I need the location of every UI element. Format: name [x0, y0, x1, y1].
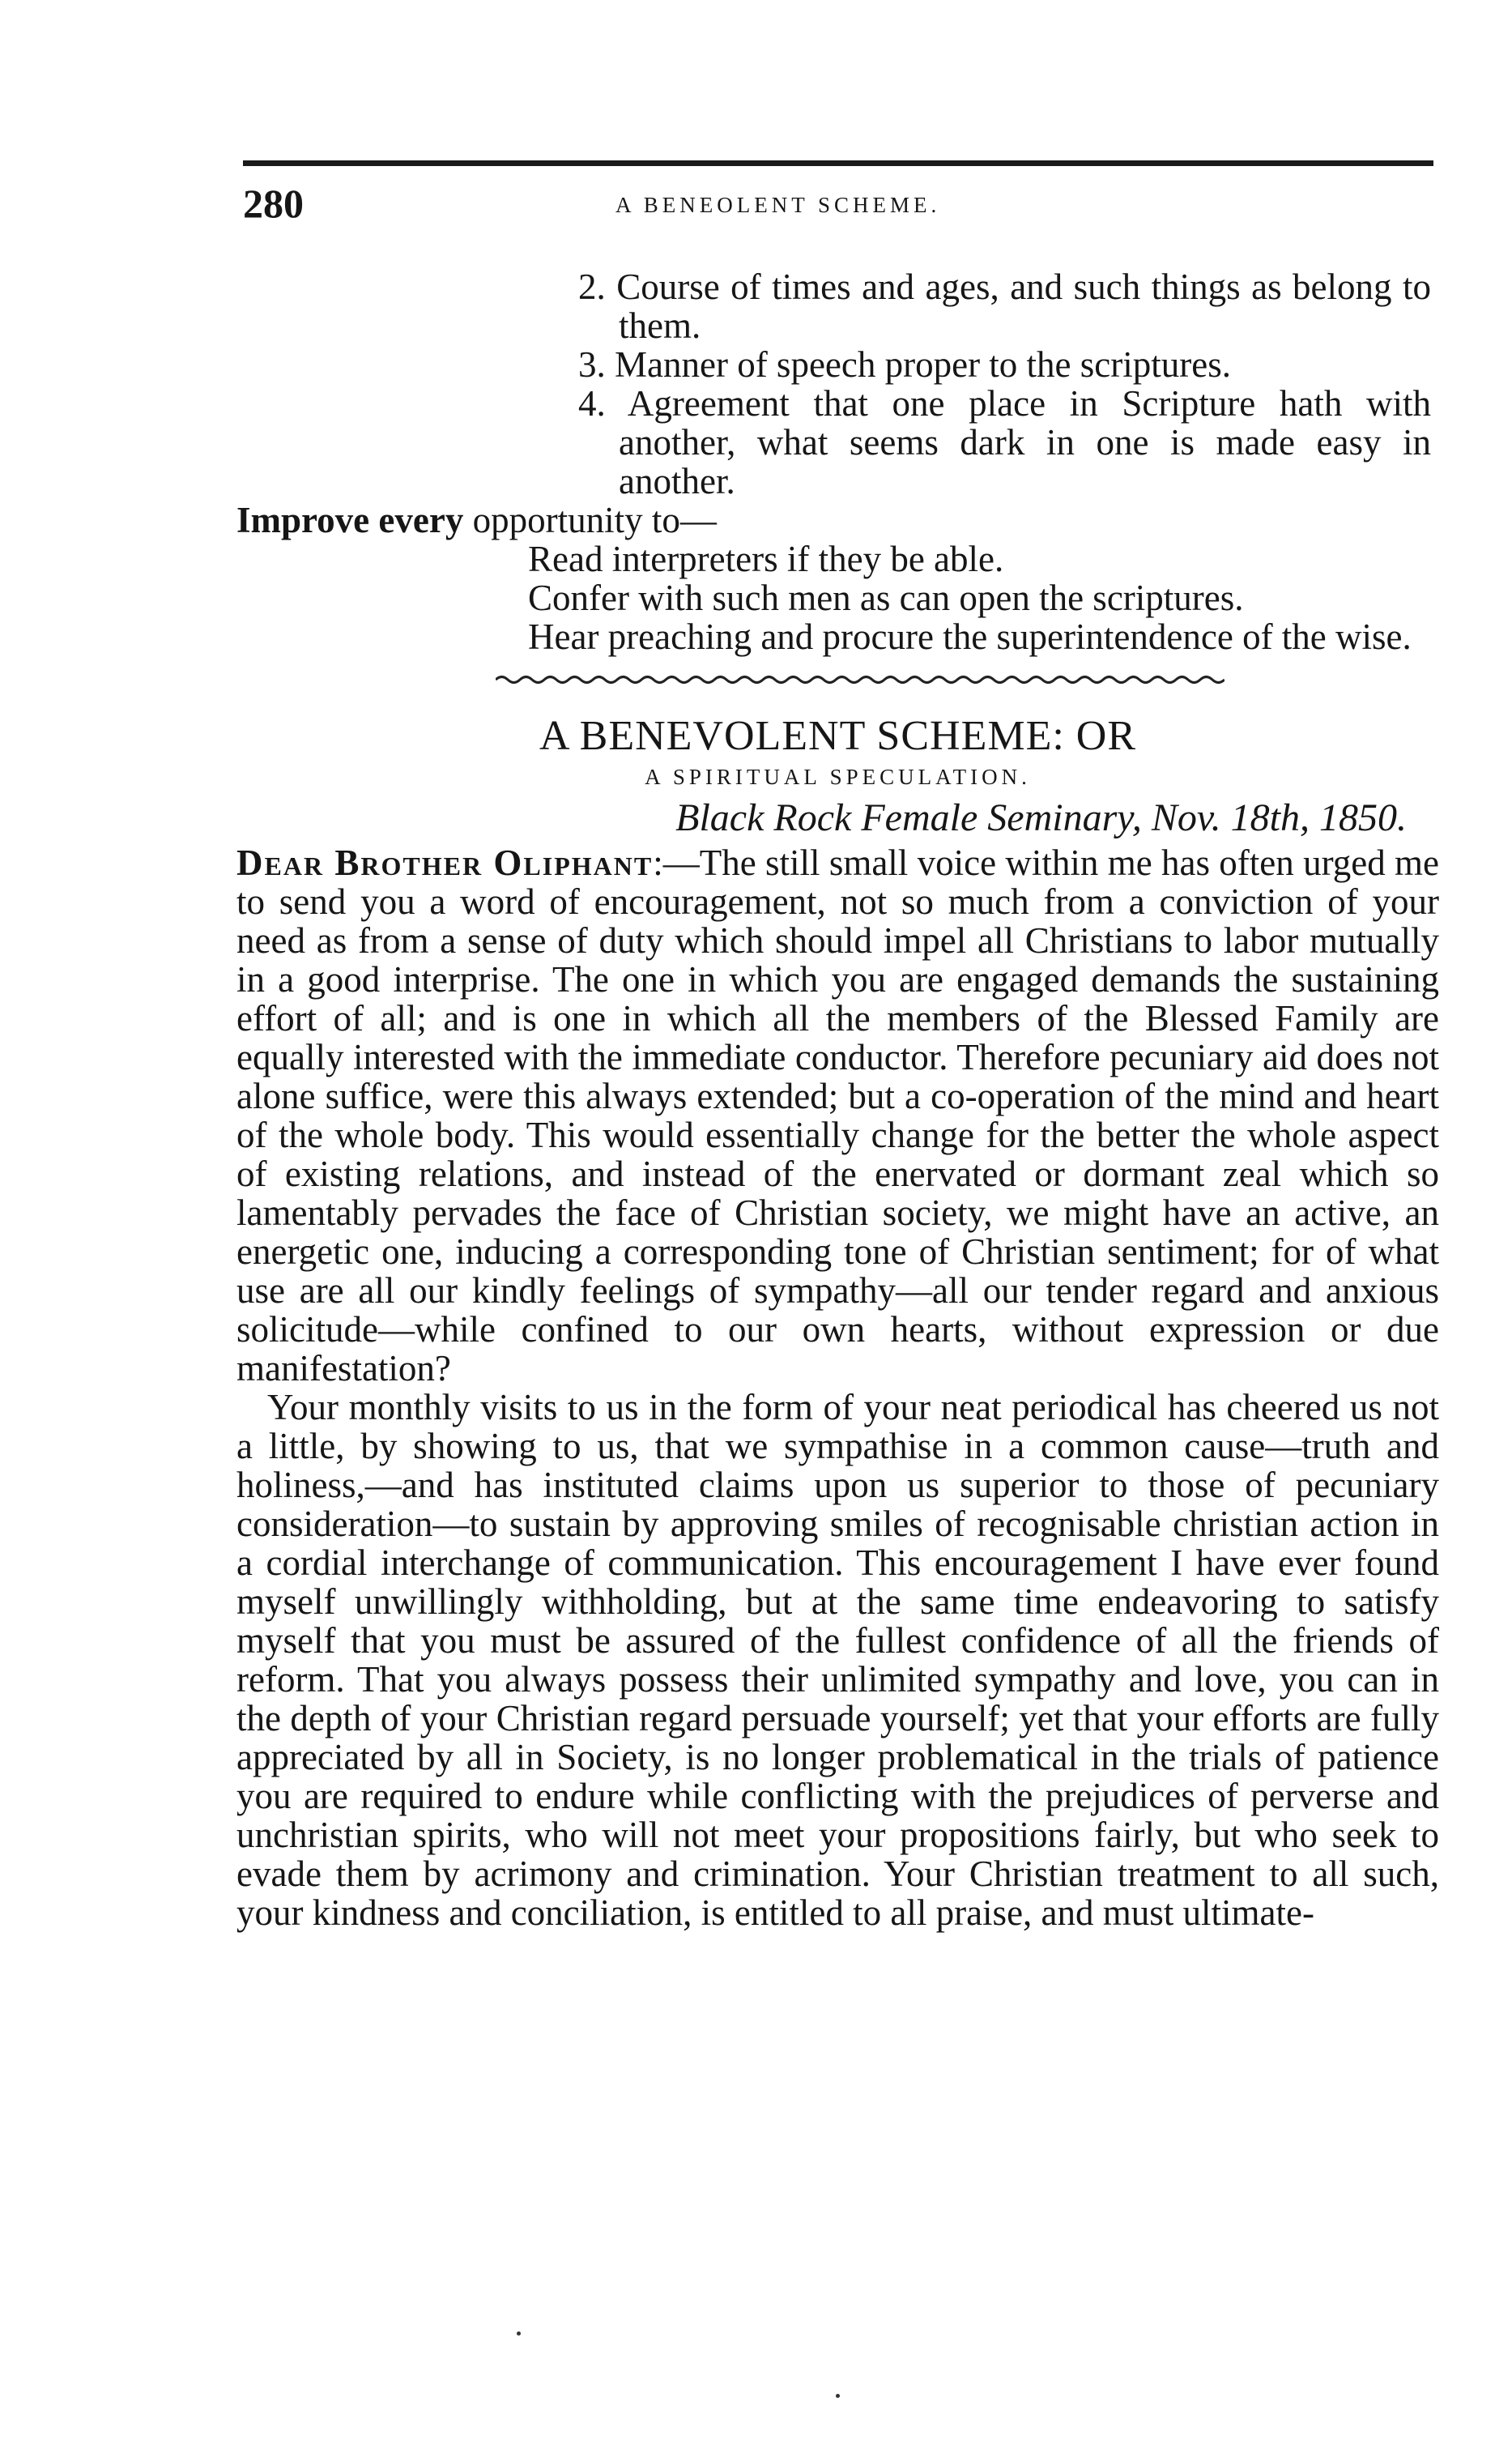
improve-rest: opportunity to—	[463, 500, 717, 540]
paragraph: Your monthly visits to us in the form of your neat periodical has cheered us not a little, by showing to us, that we sympathise in a common cause—truth and holiness,—and has instituted claims upon us superior to those of pecuniary consideration—to sustain by approving smiles of recognisable christian action in a cordial interchange of communication. This encouragement I have ever found myself unwillingly withholding, but at the same time endeavoring to satisfy myself that you must be assured of the fullest confidence of all the friends of reform. That you always possess their unlimited sympathy and love, you can in the depth of your Christian regard persuade yourself; yet that your efforts are fully appreciated by all in Society, is no longer problematical in the trials of patience you are required to endure while conflicting with the prejudices of perverse and unchristian spirits, who will not meet your propositions fairly, but who seek to evade them by acrimony and crimination. Your Christian treatment to all such, your kindness and conciliation, is entitled to all praise, and must ultimate-	[236, 1387, 1439, 1933]
improve-item: Hear preaching and procure the superintendence of the wise.	[528, 616, 1412, 657]
improve-lead: Improve every	[236, 500, 464, 540]
page-content	[236, 267, 1439, 1932]
improve-line	[236, 501, 1439, 540]
list-number: 3.	[578, 344, 606, 385]
list-number: 4.	[578, 383, 606, 424]
list-item	[536, 267, 1431, 345]
article-subtitle: A SPIRITUAL SPECULATION.	[645, 765, 1031, 789]
list-text: Course of times and ages, and such things as belong to them.	[616, 267, 1431, 346]
page-number: 280	[243, 181, 304, 226]
dateline: Black Rock Female Seminary, Nov. 18th, 1850.	[675, 796, 1407, 839]
print-speck	[517, 2331, 521, 2336]
list-item	[536, 345, 1431, 384]
paragraph-text: :—The still small voice within me has often urged me to send you a word of encouragement, not so much from a conviction of your need as from a sense of duty which should impel all Christians to labor mutually in a good interprise. The one in which you are engaged demands the sustaining effort of all; and is one in which all the members of the Blessed Family are equally interested with the immediate conductor. Therefore pecuniary aid does not alone suffice, were this always extended; but a co-operation of the mind and heart of the whole body. This would essentially change for the better the whole aspect of existing relations, and instead of the enervated or dormant zeal which so lamentably pervades the face of Christian society, we might have an active, an energetic one, inducing a corresponding tone of Christian sentiment; for of what use are all our kindly feelings of sympathy—all our tender regard and anxious solicitude—while confined to our own hearts, without expression or due manifestation?	[236, 843, 1440, 1389]
article-title: A BENEVOLENT SCHEME: OR	[539, 713, 1137, 759]
improve-item: Read interpreters if they be able.	[528, 539, 1004, 579]
list-text: Agreement that one place in Scripture hath with another, what seems dark in one is made easy in another.	[619, 383, 1431, 501]
paragraph	[236, 843, 1439, 1388]
running-head: A BENEOLENT SCHEME.	[615, 193, 941, 217]
header-rule	[243, 160, 1433, 166]
print-speck	[836, 2394, 840, 2398]
salutation: Dear Brother Oliphant	[236, 843, 654, 883]
list-item	[536, 384, 1431, 501]
decorative-wavy-rule	[496, 674, 1225, 685]
list-number: 2.	[578, 267, 606, 307]
improve-item: Confer with such men as can open the scriptures.	[528, 578, 1244, 618]
list-text: Manner of speech proper to the scriptures.	[615, 344, 1231, 385]
